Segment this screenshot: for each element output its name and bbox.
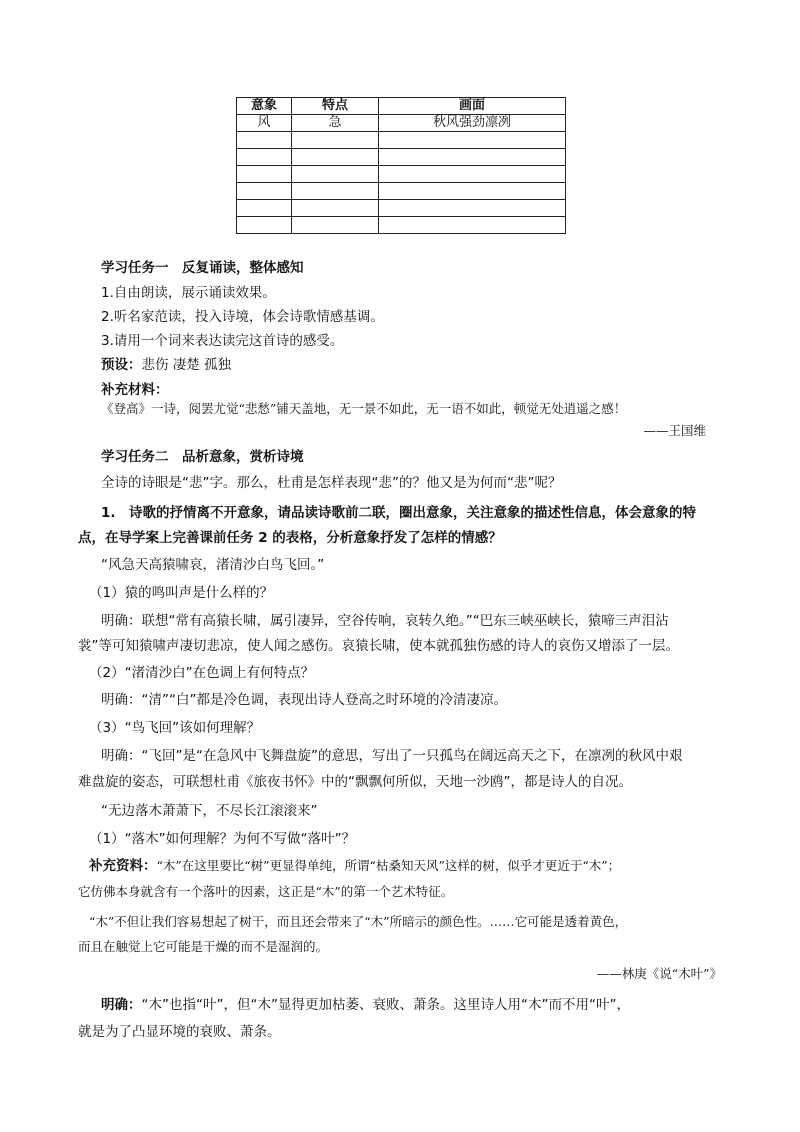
- supplement-2-para: “木”不但让我们容易想起了树干，而且还会带来了“木”所暗示的颜色性。……它可能是透着黄色，: [89, 914, 628, 929]
- table-cell: [379, 200, 566, 217]
- task1-item: 3.请用一个词来表达读完这首诗的感受。: [101, 333, 344, 349]
- answer-1-cont: 裳”等可知猿啸声凄切悲凉，使人闻之感伤。哀猿长啸，使本就孤独伤感的诗人的哀伤又增添了一层。: [78, 638, 679, 654]
- answer-1: 明确：联想“常有高猿长啸，属引凄异，空谷传响，哀转久绝。”“巴东三峡巫峡长，猿啼三声泪沾: [101, 613, 669, 629]
- verse-1: “风急天高猿啸哀，渚清沙白鸟飞回。”: [101, 557, 325, 573]
- table-cell: [379, 217, 566, 234]
- sub-question-2: （2）“渚清沙白”在色调上有何特点？: [89, 665, 315, 681]
- table-row: [237, 166, 566, 183]
- table-cell: 风: [237, 115, 292, 132]
- supplement-2-label: 补充资料：: [89, 858, 157, 874]
- task2-heading: 学习任务二 品析意象，赏析诗境: [101, 449, 304, 465]
- table-row: [237, 217, 566, 234]
- table-header-cell: 画面: [379, 98, 566, 115]
- table-cell: [292, 200, 379, 217]
- task1-heading: 学习任务一 反复诵读，整体感知: [101, 260, 304, 276]
- table-cell: 秋风强劲凛冽: [379, 115, 566, 132]
- table-cell: [237, 166, 292, 183]
- imagery-table: [236, 97, 566, 234]
- table-cell: [237, 149, 292, 166]
- sub-question-3: （3）“鸟飞回”该如何理解？: [89, 720, 261, 736]
- task1-item: 1.自由朗读，展示诵读效果。: [101, 285, 276, 301]
- supplement-2-text: “木”在这里要比“树”更显得单纯，所谓“枯桑知天风”这样的树，似乎才更近于“木”；: [156, 858, 621, 873]
- table-cell: [237, 132, 292, 149]
- question-1: 1. 诗歌的抒情离不开意象，请品读诗歌前二联，圈出意象，关注意象的描述性信息，体会意象的特: [101, 505, 697, 521]
- table-row: [237, 115, 566, 132]
- preset-line: [101, 355, 231, 375]
- table-cell: [379, 149, 566, 166]
- table-cell: [292, 217, 379, 234]
- sub-question-1: （1）猿的鸣叫声是什么样的？: [89, 585, 274, 601]
- table-row: [237, 132, 566, 149]
- preset-label: 预设：: [101, 357, 142, 373]
- question-1-cont: 点，在导学案上完善课前任务 2 的表格，分析意象抒发了怎样的情感？: [78, 530, 502, 546]
- final-answer-cont: 就是为了凸显环境的衰败、萧条。: [78, 1024, 281, 1040]
- task1-item: 2.听名家范读，投入诗境，体会诗歌情感基调。: [101, 309, 384, 325]
- supplement-2-line: [89, 856, 620, 876]
- table-cell: [292, 132, 379, 149]
- table-cell: 急: [292, 115, 379, 132]
- table-cell: [292, 166, 379, 183]
- supplement-2-para-cont: 而且在触觉上它可能是干燥的而不是湿润的。: [78, 939, 329, 954]
- task2-intro: 全诗的诗眼是“悲”字。那么，杜甫是怎样表现“悲”的？他又是为何而“悲”呢？: [101, 475, 562, 491]
- final-answer-label: 明确：: [101, 997, 142, 1013]
- answer-3-cont: 难盘旋的姿态，可联想杜甫《旅夜书怀》中的“飘飘何所似，天地一沙鸥”，都是诗人的自况。: [78, 774, 632, 790]
- answer-3: 明确：“飞回”是“在急风中飞舞盘旋”的意思，写出了一只孤鸟在阔远高天之下，在凛冽的秋风中艰: [101, 748, 683, 764]
- table-header-row: [237, 98, 566, 115]
- supplement-attribution: ——王国维: [643, 423, 706, 438]
- table-cell: [237, 217, 292, 234]
- table-header-cell: 意象: [237, 98, 292, 115]
- table-row: [237, 200, 566, 217]
- table-row: [237, 183, 566, 200]
- answer-2: 明确：“清”“白”都是冷色调，表现出诗人登高之时环境的冷清凄凉。: [101, 692, 507, 708]
- supplement-2-cont: 它仿佛本身就含有一个落叶的因素，这正是“木”的第一个艺术特征。: [78, 884, 454, 899]
- final-answer-text: “木”也指“叶”，但“木”显得更加枯萎、衰败、萧条。这里诗人用“木”而不用“叶”，: [141, 997, 630, 1013]
- table-cell: [237, 200, 292, 217]
- final-answer: [101, 995, 630, 1015]
- table-cell: [379, 132, 566, 149]
- preset-text: 悲伤 凄楚 孤独: [141, 357, 232, 373]
- sub-question-4: （1）“落木”如何理解？为何不写做“落叶”？: [89, 831, 356, 847]
- supplement-2-attribution: ——林庚《说“木叶”》: [596, 966, 722, 981]
- table-row: [237, 149, 566, 166]
- table-header-cell: 特点: [292, 98, 379, 115]
- supplement-label: 补充材料：: [101, 382, 169, 398]
- supplement-text: 《登高》一诗，阅罢尤觉“悲愁”铺天盖地，无一景不如此，无一语不如此，顿觉无处逍遥之感！: [101, 401, 627, 416]
- table-cell: [379, 183, 566, 200]
- table-cell: [379, 166, 566, 183]
- verse-2: “无边落木萧萧下，不尽长江滚滚来”: [101, 803, 318, 819]
- table-cell: [237, 183, 292, 200]
- table-cell: [292, 183, 379, 200]
- table-cell: [292, 149, 379, 166]
